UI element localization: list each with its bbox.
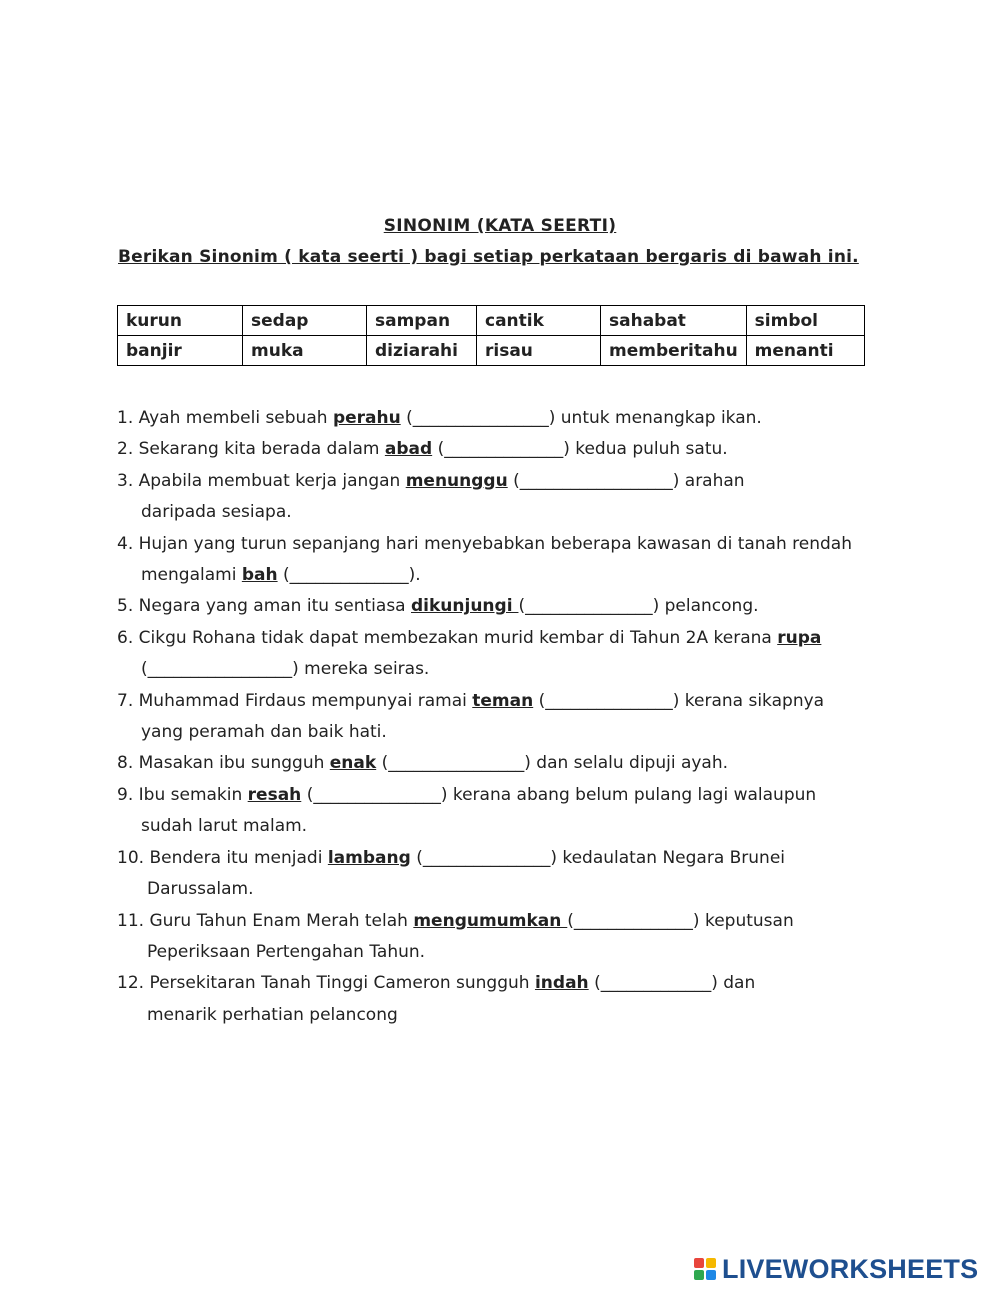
liveworksheets-logo-icon [694, 1258, 716, 1280]
question-text: Hujan yang turun sepanjang hari menyebabkan beberapa kawasan di tanah rendah [138, 533, 852, 554]
keyword: resah [247, 784, 302, 805]
question-text: kedua puluh satu. [569, 439, 728, 460]
question-number: 4. [117, 533, 134, 554]
question-number: 8. [117, 753, 134, 774]
question-2 [117, 434, 897, 465]
question-text: kerana sikapnya [679, 690, 825, 711]
question-text: Masakan ibu sungguh [138, 753, 330, 774]
logo-square-yellow [706, 1258, 716, 1268]
question-number: 1. [117, 408, 134, 428]
question-number: 3. [117, 470, 134, 491]
question-1 [117, 403, 897, 434]
question-text: kerana abang belum pulang lagi walaupun [447, 784, 817, 805]
table-cell: banjir [118, 336, 243, 366]
table-cell: muka [243, 336, 367, 366]
table-cell: cantik [477, 306, 601, 336]
question-continuation: menarik perhatian pelancong [147, 1004, 398, 1025]
table-cell: diziarahi [367, 336, 477, 366]
liveworksheets-brand[interactable] [694, 1252, 978, 1286]
question-text: mereka seiras. [298, 659, 430, 680]
question-text: Ayah membeli sebuah [138, 408, 333, 428]
question-text: kedaulatan Negara Brunei [556, 847, 786, 868]
question-7 [117, 686, 897, 749]
answer-blank[interactable]: (______________) [567, 910, 700, 931]
keyword: perahu [332, 408, 401, 428]
answer-blank[interactable]: (_________________) [141, 659, 299, 680]
question-number: 6. [117, 627, 134, 648]
question-continuation: sudah larut malam. [141, 816, 308, 837]
answer-blank[interactable]: (________________) [381, 753, 531, 774]
question-text: dan selalu dipuji ayah. [530, 753, 729, 774]
question-5 [117, 591, 897, 622]
question-10 [117, 843, 897, 906]
question-12 [117, 968, 897, 1031]
question-continuation: daripada sesiapa. [141, 502, 292, 523]
question-6 [117, 623, 897, 686]
question-continuation [117, 654, 897, 685]
answer-blank[interactable]: (______________) [283, 565, 416, 586]
question-text: untuk menangkap ikan. [555, 408, 762, 428]
table-cell: sampan [367, 306, 477, 336]
question-text: Cikgu Rohana tidak dapat membezakan murid kembar di Tahun 2A kerana [138, 627, 778, 648]
logo-square-blue [706, 1270, 716, 1280]
question-text: Apabila membuat kerja jangan [138, 470, 406, 491]
answer-blank[interactable]: (__________________) [513, 470, 680, 491]
question-continuation: Darussalam. [147, 879, 254, 900]
question-8 [117, 748, 897, 779]
answer-blank[interactable]: (_____________) [594, 973, 718, 994]
question-3 [117, 466, 897, 529]
keyword: bah [241, 565, 278, 586]
table-cell: menanti [746, 336, 864, 366]
table-cell: sedap [243, 306, 367, 336]
keyword: indah [534, 973, 589, 994]
question-text: Negara yang aman itu sentiasa [138, 596, 411, 617]
keyword: teman [472, 690, 534, 711]
brand-text: LIVEWORKSHEETS [722, 1253, 979, 1284]
question-text: Bendera itu menjadi [149, 847, 328, 868]
question-continuation: Peperiksaan Pertengahan Tahun. [147, 941, 426, 962]
answer-blank[interactable]: (________________) [406, 408, 556, 428]
table-cell: kurun [118, 306, 243, 336]
question-text: pelancong. [659, 596, 759, 617]
logo-square-red [694, 1258, 704, 1268]
question-continuation: yang peramah dan baik hati. [141, 722, 387, 743]
question-text: Guru Tahun Enam Merah telah [149, 910, 414, 931]
question-number: 2. [117, 439, 134, 460]
question-11 [117, 906, 897, 969]
question-text: dan [717, 973, 756, 994]
question-text: Muhammad Firdaus mempunyai ramai [138, 690, 473, 711]
keyword: dikunjungi [411, 596, 519, 617]
question-number: 7. [117, 690, 134, 711]
table-row [118, 336, 865, 366]
keyword: lambang [327, 847, 411, 868]
question-text: mengalami [141, 565, 242, 586]
logo-square-green [694, 1270, 704, 1280]
keyword: enak [329, 753, 377, 774]
question-text: keputusan [699, 910, 794, 931]
question-number: 12. [117, 973, 145, 994]
page-title: SINONIM (KATA SEERTI) [383, 216, 617, 236]
question-text: . [415, 565, 421, 586]
question-text: Ibu semakin [138, 784, 248, 805]
keyword: mengumumkan [413, 910, 568, 931]
answer-blank[interactable]: (_______________) [306, 784, 448, 805]
question-list [117, 403, 897, 1031]
table-cell: risau [477, 336, 601, 366]
question-text: arahan [679, 470, 745, 491]
keyword: menunggu [405, 470, 508, 491]
keyword: rupa [777, 627, 822, 648]
question-4 [117, 529, 897, 592]
instruction-text: Berikan Sinonim ( kata seerti ) bagi setiap perkataan bergaris di bawah ini. [118, 247, 859, 267]
table-row [118, 306, 865, 336]
question-number: 9. [117, 784, 134, 805]
table-cell: sahabat [601, 306, 747, 336]
synonym-word-table [117, 305, 865, 366]
question-9 [117, 780, 897, 843]
question-text: Persekitaran Tanah Tinggi Cameron sungguh [149, 973, 535, 994]
question-number: 5. [117, 596, 134, 617]
table-cell: simbol [746, 306, 864, 336]
keyword: abad [384, 439, 433, 460]
question-number: 10. [117, 847, 145, 868]
answer-blank[interactable]: (_______________) [538, 690, 680, 711]
question-number: 11. [117, 910, 145, 931]
table-cell: memberitahu [601, 336, 747, 366]
question-continuation [117, 560, 897, 591]
answer-blank[interactable]: (______________) [437, 439, 570, 460]
answer-blank[interactable]: (_______________) [518, 596, 660, 617]
question-text: Sekarang kita berada dalam [138, 439, 385, 460]
answer-blank[interactable]: (_______________) [416, 847, 557, 868]
